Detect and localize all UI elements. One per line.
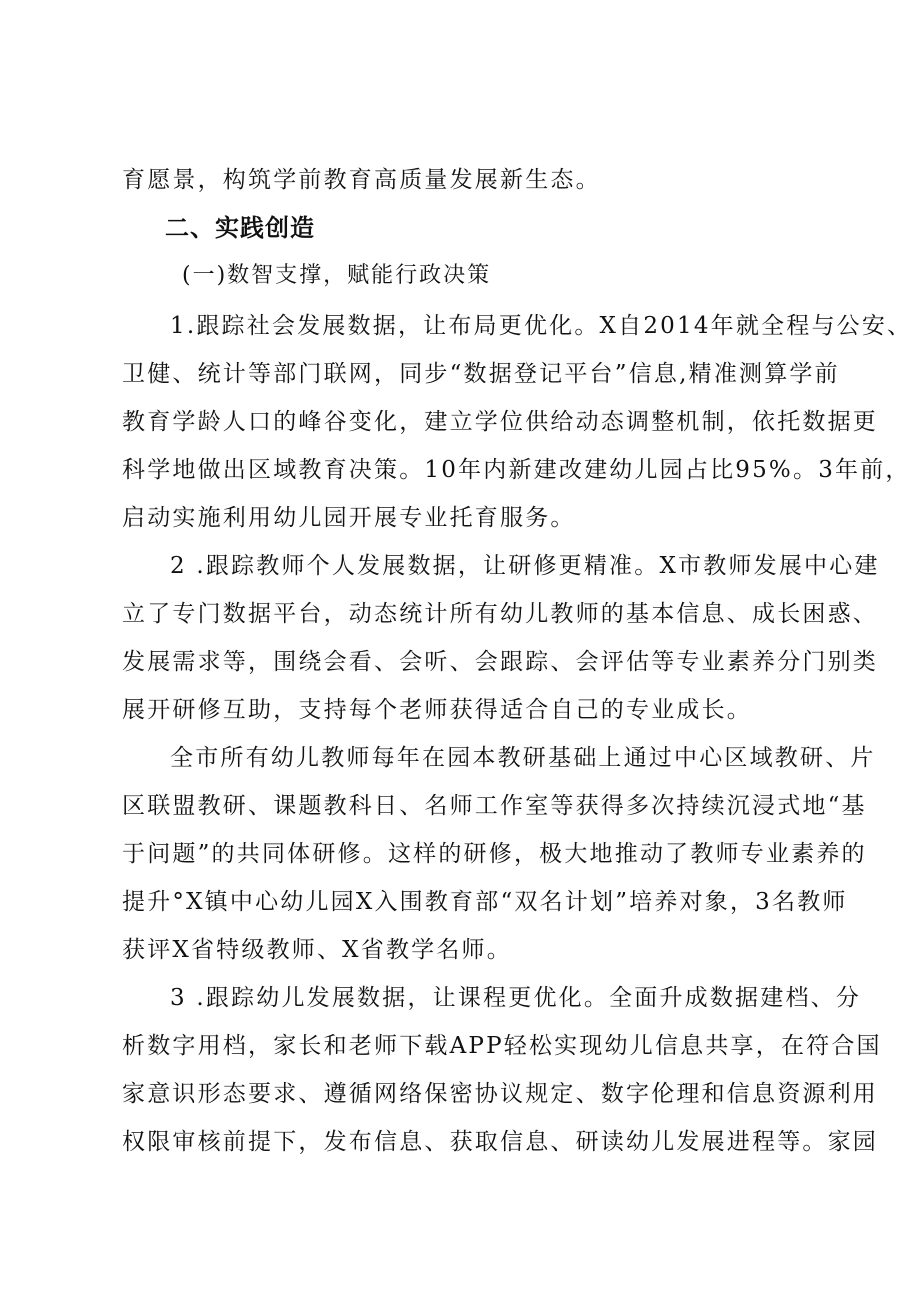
subsection-heading: (一)数智支撑，赋能行政决策 xyxy=(182,263,492,288)
paragraph-2-line-4: 展开研修互助，支持每个老师获得适合自己的专业成长。 xyxy=(122,697,752,723)
paragraph-4-line-4: 权限审核前提下，发布信息、获取信息、研读幼儿发展进程等。家园 xyxy=(122,1129,878,1155)
paragraph-3-line-1: 全市所有幼儿教师每年在园本教研基础上通过中心区域教研、片 xyxy=(170,745,876,771)
paragraph-1-line-4: 科学地做出区域教育决策。10年内新建改建幼儿园占比95%。3年前， xyxy=(122,457,911,483)
paragraph-2-line-3: 发展需求等，围绕会看、会听、会跟踪、会评估等专业素养分门别类 xyxy=(122,649,878,675)
section-heading: 二、实践创造 xyxy=(165,214,315,242)
paragraph-1-line-3: 教育学龄人口的峰谷变化，建立学位供给动态调整机制，依托数据更 xyxy=(122,409,878,435)
paragraph-continuation-line: 育愿景，构筑学前教育高质量发展新生态。 xyxy=(122,167,601,193)
paragraph-4-line-3: 家意识形态要求、遵循网络保密协议规定、数字伦理和信息资源利用 xyxy=(122,1081,878,1107)
paragraph-4-line-2: 析数字用档，家长和老师下载APP轻松实现幼儿信息共享，在符合国 xyxy=(122,1033,882,1059)
paragraph-3-line-3: 于问题”的共同体研修。这样的研修，极大地推动了教师专业素养的 xyxy=(122,841,867,867)
paragraph-1-line-5: 启动实施利用幼儿园开展专业托育服务。 xyxy=(122,505,576,531)
paragraph-4-line-1: 3 .跟踪幼儿发展数据，让课程更优化。全面升成数据建档、分 xyxy=(170,985,862,1011)
paragraph-3-line-4: 提升°X镇中心幼儿园X入围教育部“双名计划”培养对象，3名教师 xyxy=(122,889,848,915)
paragraph-1-line-2: 卫健、统计等部门联网，同步“数据登记平台”信息,精准测算学前 xyxy=(122,361,840,387)
paragraph-3-line-5: 获评X省特级教师、X省教学名师。 xyxy=(122,937,512,963)
paragraph-1-line-1: 1.跟踪社会发展数据，让布局更优化。X自2014年就全程与公安、 xyxy=(170,313,913,339)
paragraph-3-line-2: 区联盟教研、课题教科日、名师工作室等获得多次持续沉浸式地“基 xyxy=(122,793,867,819)
paragraph-2-line-2: 立了专门数据平台，动态统计所有幼儿教师的基本信息、成长困惑、 xyxy=(122,601,878,627)
paragraph-2-line-1: 2 .跟踪教师个人发展数据，让研修更精准。X市教师发展中心建 xyxy=(170,553,880,579)
